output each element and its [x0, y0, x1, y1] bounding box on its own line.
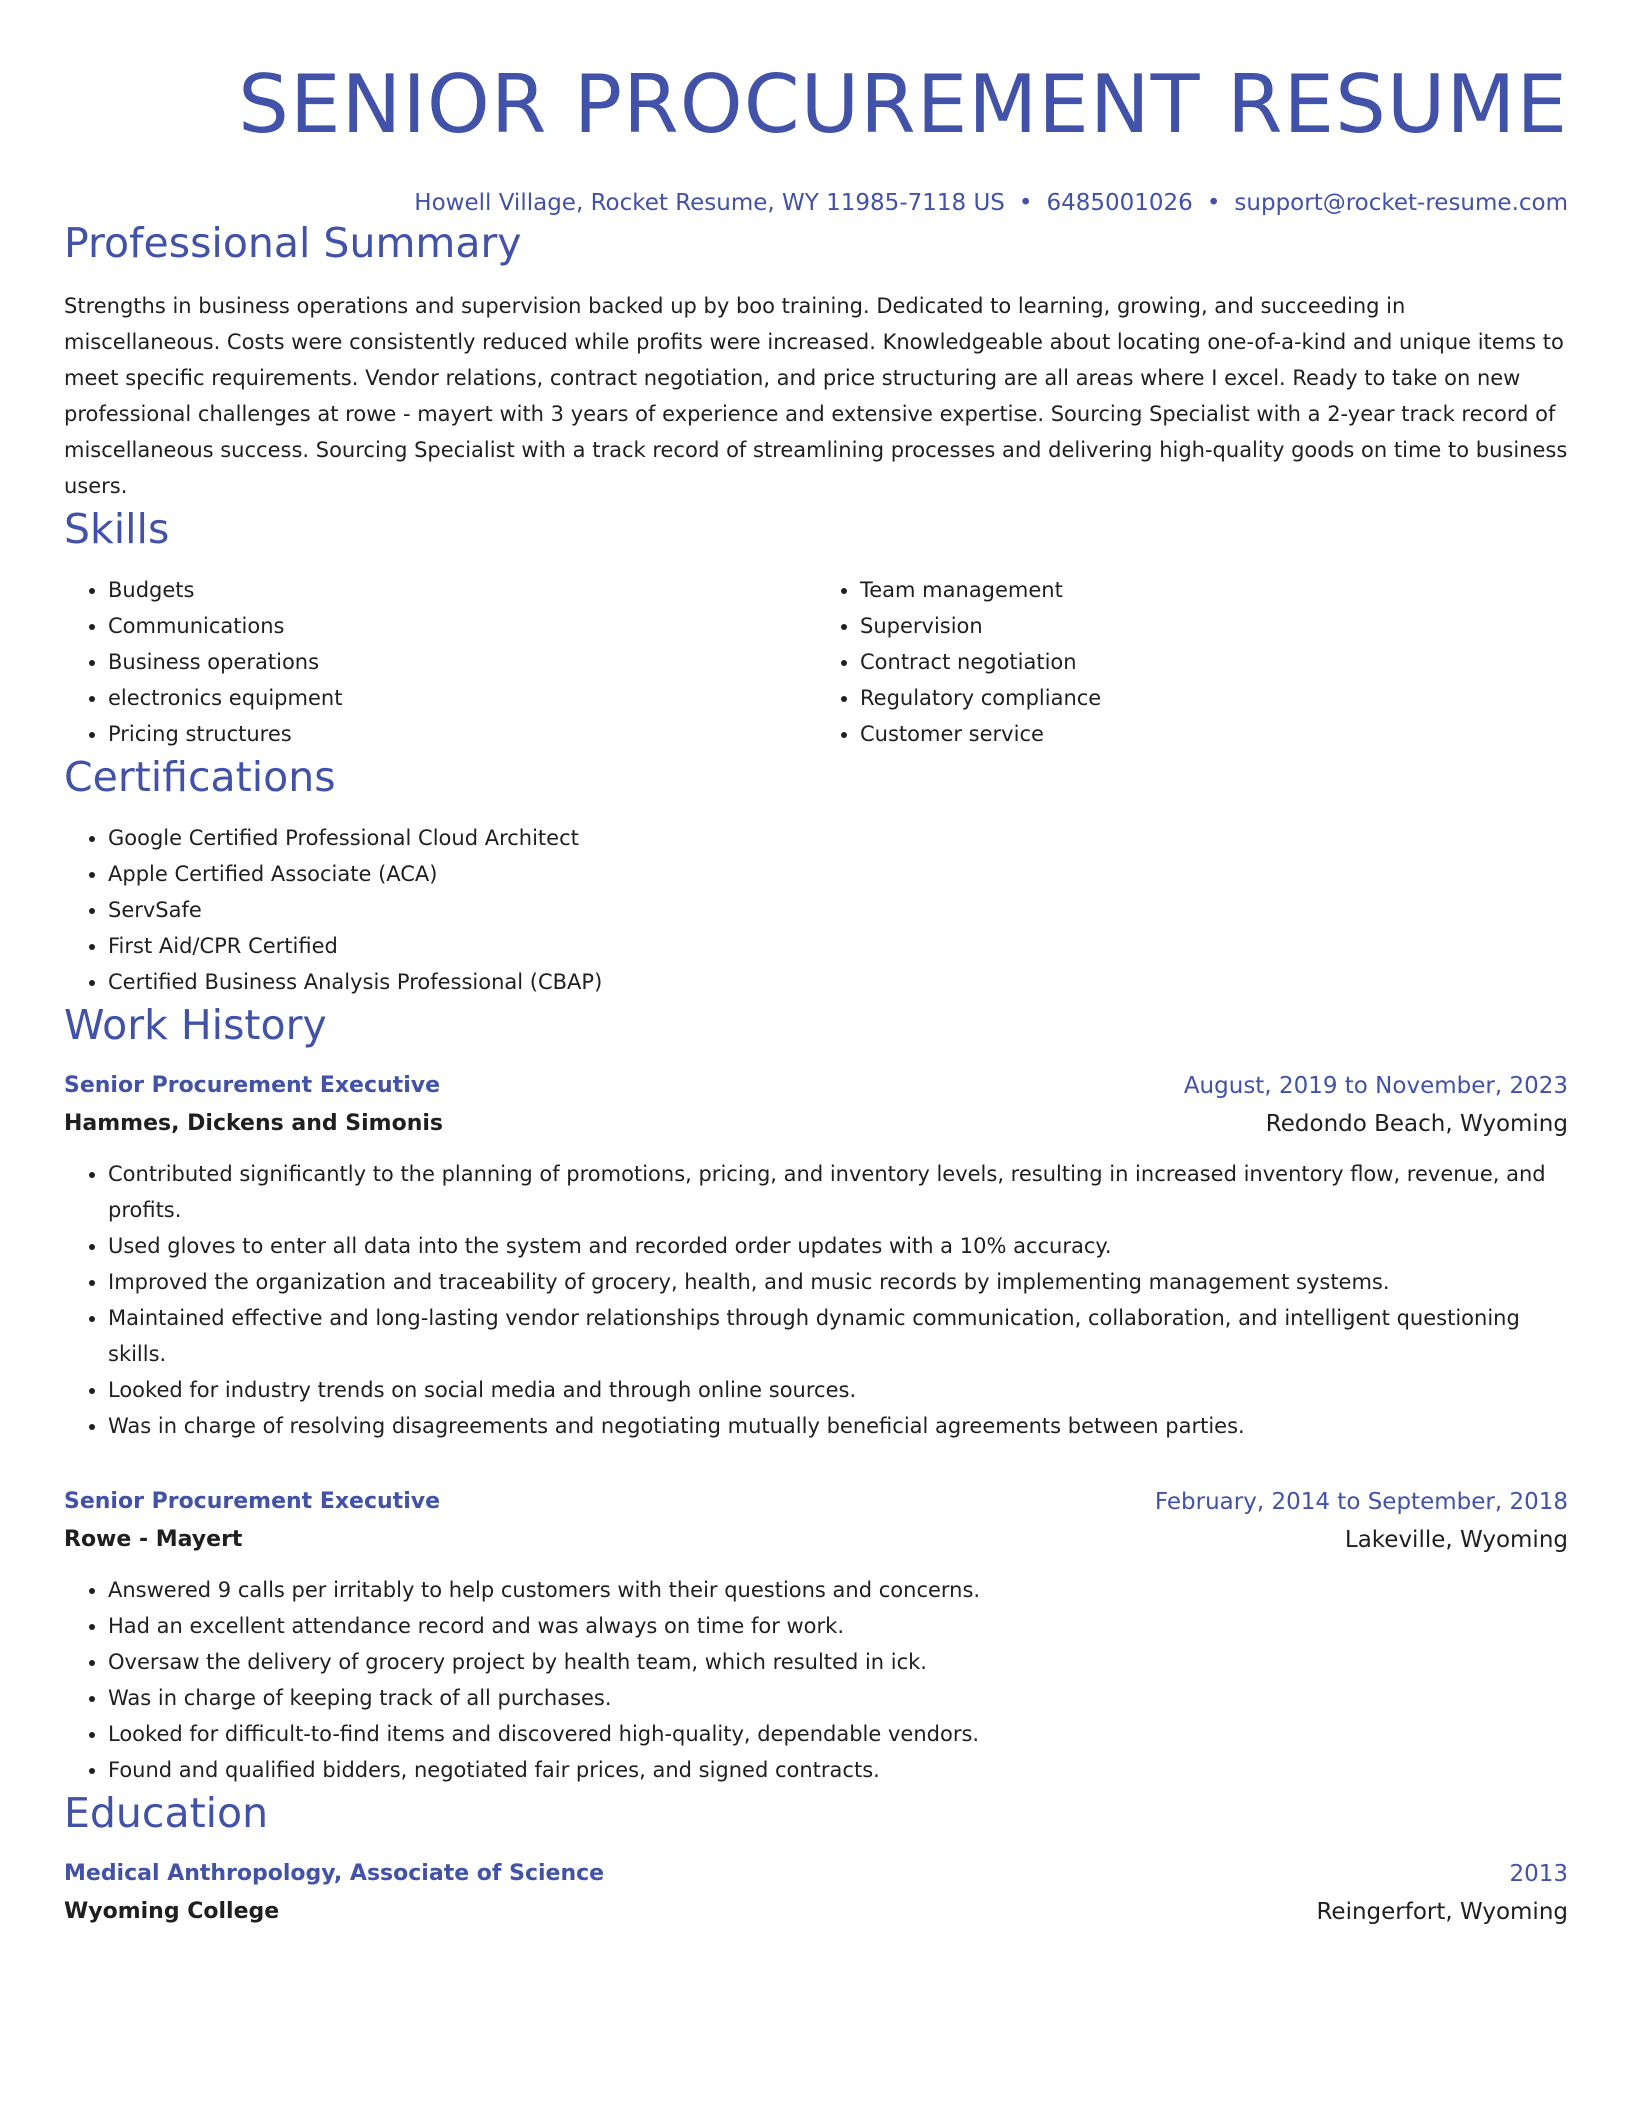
job-dates: February, 2014 to September, 2018: [1154, 1489, 1568, 1515]
summary-heading: Professional Summary: [64, 219, 522, 267]
certification-item: • Certified Business Analysis Professional (CBAP): [108, 964, 1568, 1000]
skill-item: • Pricing structures: [108, 716, 816, 752]
job-entry: [64, 1484, 1568, 1788]
skill-item: • Supervision: [860, 608, 1568, 644]
job-bullet: • Improved the organization and traceability of grocery, health, and music records by implementing management systems.: [108, 1264, 1568, 1300]
skills-list-right: [816, 572, 1568, 752]
contact-line: [64, 188, 1568, 218]
contact-address: Howell Village, Rocket Resume, WY 11985-7118 US: [414, 190, 1005, 216]
job-employer-row: [64, 1104, 1568, 1144]
work-history-heading: Work History: [64, 1001, 327, 1049]
job-bullet: • Maintained effective and long-lasting vendor relationships through dynamic communication, collaboration, and intelligent questioning skills.: [108, 1300, 1568, 1372]
education-school: Wyoming College: [64, 1899, 280, 1924]
job-employer-row: [64, 1520, 1568, 1560]
education-school-row: [64, 1892, 1568, 1932]
job-bullet: • Looked for industry trends on social media and through online sources.: [108, 1372, 1568, 1408]
education-location: Reingerfort, Wyoming: [1316, 1899, 1568, 1925]
job-dates: August, 2019 to November, 2023: [1183, 1073, 1568, 1099]
skill-item: • electronics equipment: [108, 680, 816, 716]
job-bullets: [64, 1572, 1568, 1788]
job-bullets: [64, 1156, 1568, 1444]
job-bullet: • Answered 9 calls per irritably to help customers with their questions and concerns.: [108, 1572, 1568, 1608]
job-title: Senior Procurement Executive: [64, 1489, 440, 1514]
skill-item: • Contract negotiation: [860, 644, 1568, 680]
job-header-row: [64, 1068, 1568, 1104]
certification-item: • Google Certified Professional Cloud Architect: [108, 820, 1568, 856]
education-year: 2013: [1509, 1861, 1568, 1887]
education-heading: Education: [64, 1789, 269, 1837]
job-location: Redondo Beach, Wyoming: [1265, 1111, 1568, 1137]
skill-item: • Business operations: [108, 644, 816, 680]
certifications-heading: Certifications: [64, 753, 336, 801]
job-bullet: • Oversaw the delivery of grocery project by health team, which resulted in ick.: [108, 1644, 1568, 1680]
contact-separator: •: [1206, 190, 1221, 216]
job-bullet: • Had an excellent attendance record and was always on time for work.: [108, 1608, 1568, 1644]
education-entry: [64, 1856, 1568, 1932]
job-entry: [64, 1068, 1568, 1444]
job-bullet: • Looked for difficult-to-find items and discovered high-quality, dependable vendors.: [108, 1716, 1568, 1752]
job-bullet: • Contributed significantly to the planning of promotions, pricing, and inventory levels, resulting in increased inventory flow, revenue, and profits.: [108, 1156, 1568, 1228]
education-header-row: [64, 1856, 1568, 1892]
certification-item: • First Aid/CPR Certified: [108, 928, 1568, 964]
job-header-row: [64, 1484, 1568, 1520]
summary-text: Strengths in business operations and supervision backed up by boo training. Dedicated to learning, growing, and succeeding in miscellaneous. Costs were consistently reduced while profits were increased. Knowledgeable about locating one-of-a-kind and unique items to meet specific requirements. Vendor relations, contract negotiation, and price structuring are all areas where I excel. Ready to take on new professional challenges at rowe - mayert with 3 years of experience and extensive expertise. Sourcing Specialist with a 2-year track record of miscellaneous success. Sourcing Specialist with a track record of streamlining processes and delivering high-quality goods on time to business users.: [64, 294, 1568, 498]
job-bullet: • Found and qualified bidders, negotiated fair prices, and signed contracts.: [108, 1752, 1568, 1788]
contact-phone: 6485001026: [1046, 190, 1193, 216]
job-bullet: • Was in charge of resolving disagreements and negotiating mutually beneficial agreements between parties.: [108, 1408, 1568, 1444]
contact-email: support@rocket-resume.com: [1234, 190, 1568, 216]
skills-columns: [64, 572, 1568, 752]
resume-title: SENIOR PROCUREMENT RESUME: [238, 58, 1568, 151]
job-location: Lakeville, Wyoming: [1344, 1527, 1568, 1553]
skill-item: • Team management: [860, 572, 1568, 608]
job-bullet: • Was in charge of keeping track of all purchases.: [108, 1680, 1568, 1716]
certifications-list: [64, 820, 1568, 1000]
education-degree: Medical Anthropology, Associate of Science: [64, 1861, 605, 1886]
skill-item: • Budgets: [108, 572, 816, 608]
job-company: Rowe - Mayert: [64, 1527, 243, 1552]
job-title: Senior Procurement Executive: [64, 1073, 440, 1098]
skill-item: • Customer service: [860, 716, 1568, 752]
skills-list-left: [64, 572, 816, 752]
skill-item: • Communications: [108, 608, 816, 644]
contact-separator: •: [1018, 190, 1033, 216]
job-company: Hammes, Dickens and Simonis: [64, 1111, 443, 1136]
skills-heading: Skills: [64, 505, 170, 553]
skill-item: • Regulatory compliance: [860, 680, 1568, 716]
job-bullet: • Used gloves to enter all data into the system and recorded order updates with a 10% accuracy.: [108, 1228, 1568, 1264]
certification-item: • ServSafe: [108, 892, 1568, 928]
certification-item: • Apple Certified Associate (ACA): [108, 856, 1568, 892]
